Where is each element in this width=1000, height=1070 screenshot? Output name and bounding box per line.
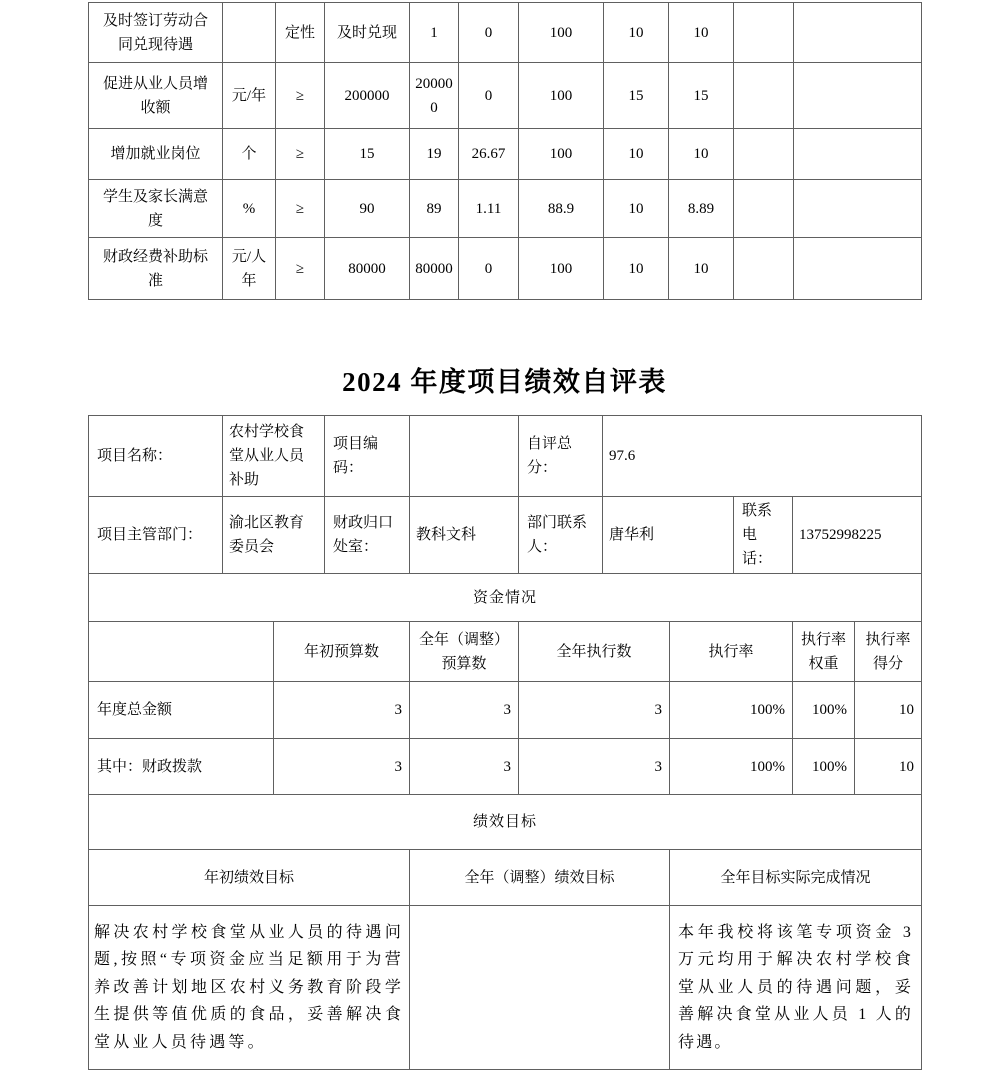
indicator-row	[89, 180, 922, 238]
unit-cell: 元/年	[223, 63, 276, 129]
weight-cell: 15	[604, 63, 669, 129]
performance-content-row	[89, 906, 922, 1070]
funding-header-blank	[89, 622, 274, 682]
empty-cell	[734, 63, 794, 129]
target-value-cell: 及时兑现	[325, 3, 410, 63]
dept-value: 渝北区教育委员会	[223, 497, 325, 574]
actual-value-cell: 200000	[410, 63, 459, 129]
unit-cell: 元/人年	[223, 238, 276, 300]
contact-value: 唐华利	[603, 497, 734, 574]
actual-value-cell: 89	[410, 180, 459, 238]
funding-row	[89, 682, 922, 739]
phone-value: 13752998225	[793, 497, 922, 574]
rate-cell: 100	[519, 238, 604, 300]
funding-header-rate-score: 执行率得分	[855, 622, 922, 682]
initial-budget-cell: 3	[274, 682, 410, 739]
executed-cell: 3	[519, 739, 670, 795]
symbol-cell: ≥	[276, 180, 325, 238]
project-info-row	[89, 416, 922, 497]
score-cell: 15	[669, 63, 734, 129]
rate-cell: 100	[519, 3, 604, 63]
empty-cell	[734, 129, 794, 180]
finance-office-label: 财政归口处室：	[325, 497, 410, 574]
indicator-name-cell: 促进从业人员增收额	[89, 63, 223, 129]
indicator-row	[89, 3, 922, 63]
document-page	[88, 0, 921, 1070]
unit-cell: %	[223, 180, 276, 238]
adjusted-goal-header: 全年（调整）绩效目标	[410, 850, 670, 906]
funding-header-rate-weight: 执行率权重	[793, 622, 855, 682]
score-cell: 8.89	[669, 180, 734, 238]
indicator-name-cell: 及时签订劳动合同兑现待遇	[89, 3, 223, 63]
actual-value-cell: 80000	[410, 238, 459, 300]
rate-score-cell: 10	[855, 739, 922, 795]
empty-cell	[794, 180, 922, 238]
rate-cell: 100	[519, 129, 604, 180]
funding-header-adjusted-budget: 全年（调整）预算数	[410, 622, 519, 682]
unit-cell: 个	[223, 129, 276, 180]
project-name-value: 农村学校食堂从业人员补助	[223, 416, 325, 497]
rate-cell: 100%	[670, 739, 793, 795]
score-cell: 10	[669, 3, 734, 63]
deviation-cell: 0	[459, 3, 519, 63]
contact-label: 部门联系人：	[519, 497, 603, 574]
adjusted-budget-cell: 3	[410, 739, 519, 795]
project-code-value	[410, 416, 519, 497]
funding-header-initial-budget: 年初预算数	[274, 622, 410, 682]
performance-section-row	[89, 795, 922, 850]
initial-budget-cell: 3	[274, 739, 410, 795]
department-info-row	[89, 497, 922, 574]
target-value-cell: 15	[325, 129, 410, 180]
indicator-row	[89, 238, 922, 300]
funding-header-rate: 执行率	[670, 622, 793, 682]
finance-office-value: 教科文科	[410, 497, 519, 574]
indicator-table	[88, 2, 922, 300]
empty-cell	[734, 180, 794, 238]
rate-cell: 88.9	[519, 180, 604, 238]
phone-label: 联系电话：	[734, 497, 793, 574]
unit-cell	[223, 3, 276, 63]
score-cell: 10	[669, 238, 734, 300]
funding-header-executed: 全年执行数	[519, 622, 670, 682]
weight-cell: 10	[604, 129, 669, 180]
funding-section-row	[89, 574, 922, 622]
empty-cell	[734, 3, 794, 63]
deviation-cell: 0	[459, 63, 519, 129]
symbol-cell: ≥	[276, 63, 325, 129]
self-score-label: 自评总分：	[519, 416, 603, 497]
page-title: 2024 年度项目绩效自评表	[342, 367, 667, 397]
weight-cell: 10	[604, 3, 669, 63]
rate-weight-cell: 100%	[793, 739, 855, 795]
target-value-cell: 200000	[325, 63, 410, 129]
adjusted-budget-cell: 3	[410, 682, 519, 739]
target-value-cell: 80000	[325, 238, 410, 300]
symbol-cell: ≥	[276, 238, 325, 300]
actual-value-cell: 1	[410, 3, 459, 63]
initial-goal-header: 年初绩效目标	[89, 850, 410, 906]
deviation-cell: 0	[459, 238, 519, 300]
executed-cell: 3	[519, 682, 670, 739]
funding-row	[89, 739, 922, 795]
funding-row-label: 其中：财政拨款	[89, 739, 274, 795]
rate-weight-cell: 100%	[793, 682, 855, 739]
target-value-cell: 90	[325, 180, 410, 238]
performance-section-title: 绩效目标	[89, 795, 922, 850]
rate-cell: 100%	[670, 682, 793, 739]
funding-section-title: 资金情况	[89, 574, 922, 622]
adjusted-goal-text	[410, 906, 670, 1070]
deviation-cell: 26.67	[459, 129, 519, 180]
indicator-row	[89, 129, 922, 180]
actual-value-cell: 19	[410, 129, 459, 180]
rate-cell: 100	[519, 63, 604, 129]
actual-completion-header: 全年目标实际完成情况	[670, 850, 922, 906]
self-score-value: 97.6	[603, 416, 922, 497]
indicator-name-cell: 财政经费补助标准	[89, 238, 223, 300]
weight-cell: 10	[604, 238, 669, 300]
funding-header-row	[89, 622, 922, 682]
indicator-row	[89, 63, 922, 129]
empty-cell	[794, 238, 922, 300]
symbol-cell: ≥	[276, 129, 325, 180]
performance-header-row	[89, 850, 922, 906]
empty-cell	[734, 238, 794, 300]
project-name-label: 项目名称：	[89, 416, 223, 497]
funding-row-label: 年度总金额	[89, 682, 274, 739]
dept-label: 项目主管部门：	[89, 497, 223, 574]
weight-cell: 10	[604, 180, 669, 238]
project-code-label: 项目编码：	[325, 416, 410, 497]
deviation-cell: 1.11	[459, 180, 519, 238]
empty-cell	[794, 63, 922, 129]
empty-cell	[794, 129, 922, 180]
indicator-name-cell: 增加就业岗位	[89, 129, 223, 180]
self-eval-table	[88, 415, 922, 1070]
score-cell: 10	[669, 129, 734, 180]
actual-completion-text: 本年我校将该笔专项资金 3 万元均用于解决农村学校食堂从业人员的待遇问题，妥善解决食堂从业人员 1 人的待遇。	[670, 906, 922, 1070]
indicator-name-cell: 学生及家长满意度	[89, 180, 223, 238]
empty-cell	[794, 3, 922, 63]
initial-goal-text: 解决农村学校食堂从业人员的待遇问题,按照“专项资金应当足额用于为营养改善计划地区农村义务教育阶段学生提供等值优质的食品，妥善解决食堂从业人员待遇等。	[89, 906, 410, 1070]
symbol-cell: 定性	[276, 3, 325, 63]
rate-score-cell: 10	[855, 682, 922, 739]
